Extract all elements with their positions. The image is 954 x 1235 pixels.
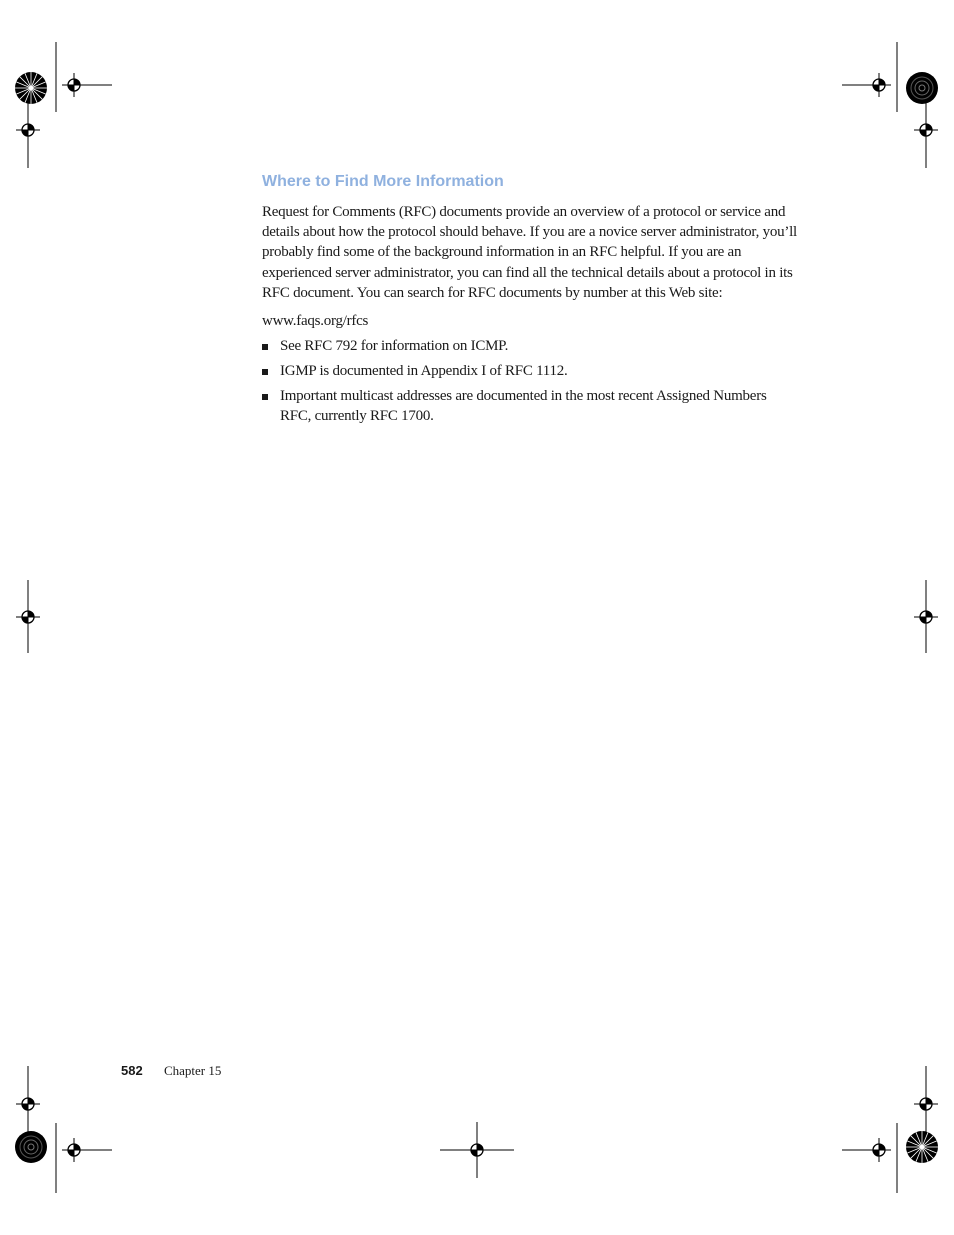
list-item: [262, 361, 792, 381]
list-item-text: IGMP is documented in Appendix I of RFC 1112.: [280, 363, 568, 379]
body-paragraph: Request for Comments (RFC) documents provide an overview of a protocol or service and details about how the protocol should behave. If you are a novice server administrator, you’ll probably find some of the background information in an RFC helpful. If you are an experienced server administrator, you can find all the technical details about a protocol in its RFC document. You can search for RFC documents by number at this Web site:: [262, 204, 797, 301]
list-item-text: See RFC 792 for information on ICMP.: [280, 338, 509, 354]
bullet-square-icon: [262, 344, 268, 350]
list-item: [262, 336, 792, 356]
bullet-list: [262, 336, 792, 431]
list-item-text: Important multicast addresses are documented in the most recent Assigned Numbers RFC, currently RFC 1700.: [280, 388, 767, 424]
list-item: [262, 386, 792, 426]
bullet-square-icon: [262, 394, 268, 400]
section-heading: Where to Find More Information: [262, 173, 504, 190]
page-number: 582: [121, 1063, 143, 1078]
page-footer: [121, 1063, 221, 1079]
rfc-url: www.faqs.org/rfcs: [262, 313, 369, 329]
bullet-square-icon: [262, 369, 268, 375]
chapter-label: Chapter 15: [163, 1063, 222, 1078]
